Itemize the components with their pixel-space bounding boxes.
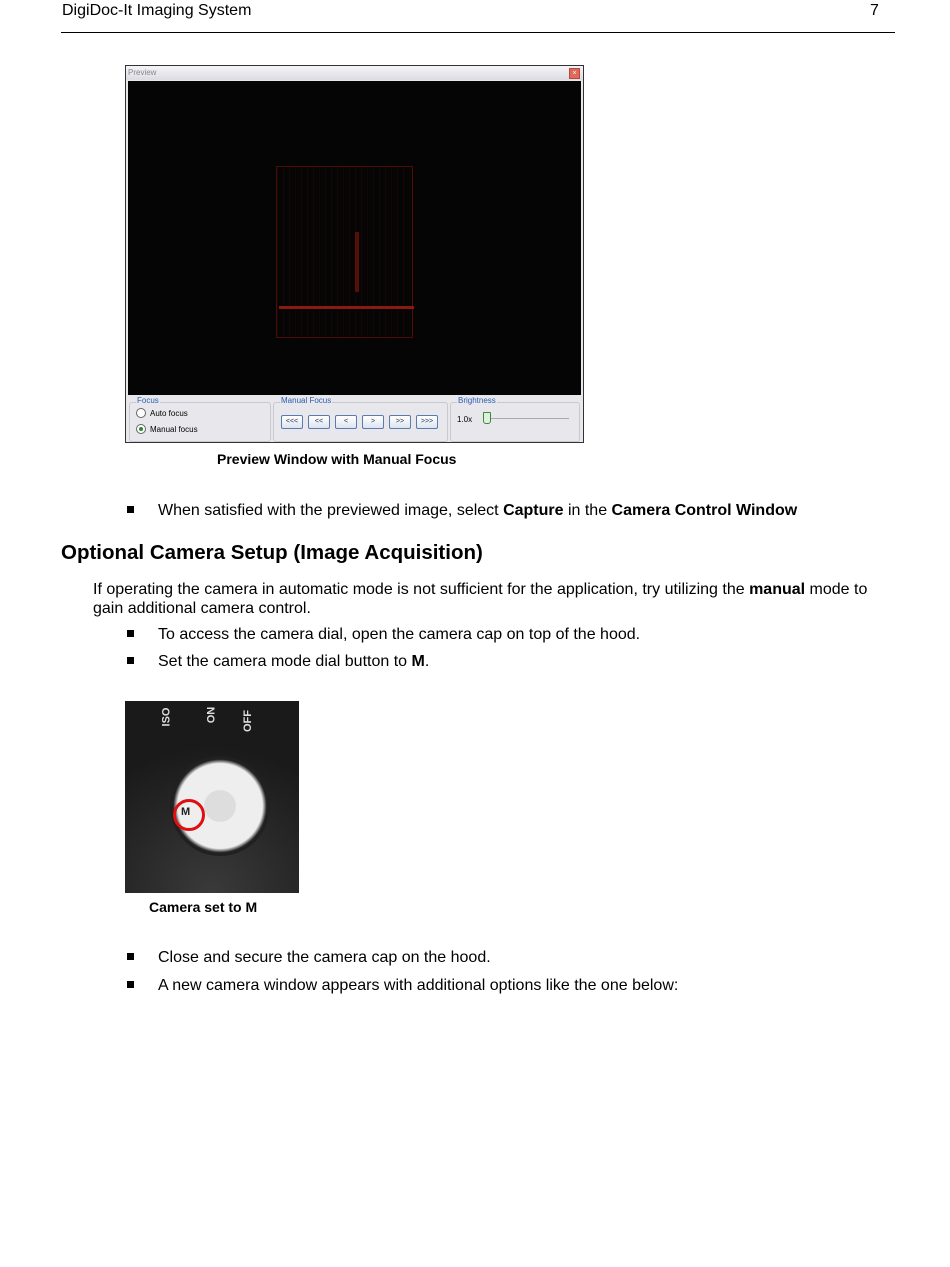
- figure-caption: Camera set to M: [149, 899, 258, 915]
- figure-caption: Preview Window with Manual Focus: [217, 451, 457, 467]
- bullet-item: When satisfied with the previewed image, select Capture in the Camera Control Window: [158, 502, 797, 520]
- focus-label: Focus: [137, 396, 159, 405]
- preview-title: Preview: [128, 68, 157, 77]
- on-label: ON: [205, 706, 218, 724]
- camera-dial-photo: [125, 701, 299, 893]
- brightness-label: Brightness: [458, 396, 496, 405]
- preview-window-screenshot: [125, 65, 584, 443]
- page-number: 7: [870, 2, 879, 19]
- focus-near-fast-button: >>>: [416, 415, 438, 429]
- preview-controls: [126, 396, 583, 442]
- iso-label: ISO: [160, 707, 173, 727]
- focus-far-step-button: <: [335, 415, 357, 429]
- header-rule: [61, 32, 895, 33]
- off-label: OFF: [242, 710, 254, 732]
- preview-image: [128, 81, 581, 395]
- paragraph: If operating the camera in automatic mode is not sufficient for the application, try utilizing the manual mode to gain additional camera control.: [93, 581, 868, 617]
- brightness-slider-thumb: [483, 412, 491, 424]
- highlight-circle: [173, 799, 205, 831]
- preview-title-bar: [126, 66, 583, 80]
- focus-near-button: >>: [389, 415, 411, 429]
- manual-focus-group: [273, 396, 448, 442]
- brightness-value: 1.0x: [457, 415, 473, 424]
- bullet-item: Set the camera mode dial button to M.: [158, 653, 429, 671]
- brightness-slider-track: [484, 418, 569, 419]
- focus-near-step-button: >: [362, 415, 384, 429]
- bullet-item: A new camera window appears with additional options like the one below:: [158, 977, 678, 995]
- focus-group: [129, 396, 271, 442]
- brightness-group: [450, 396, 580, 442]
- focus-far-button: <<: [308, 415, 330, 429]
- auto-focus-radio: Auto focus: [136, 408, 188, 418]
- section-heading: Optional Camera Setup (Image Acquisition): [61, 541, 483, 564]
- close-icon: ×: [569, 68, 580, 79]
- manual-focus-label: Manual Focus: [281, 396, 332, 405]
- focus-far-fast-button: <<<: [281, 415, 303, 429]
- bullet-item: To access the camera dial, open the camera cap on top of the hood.: [158, 626, 640, 644]
- sample-object: [276, 166, 413, 338]
- bullet-item: Close and secure the camera cap on the hood.: [158, 949, 491, 967]
- manual-focus-radio: Manual focus: [136, 424, 198, 434]
- header-title: DigiDoc-It Imaging System: [62, 2, 252, 19]
- mode-m-label: M: [181, 806, 191, 818]
